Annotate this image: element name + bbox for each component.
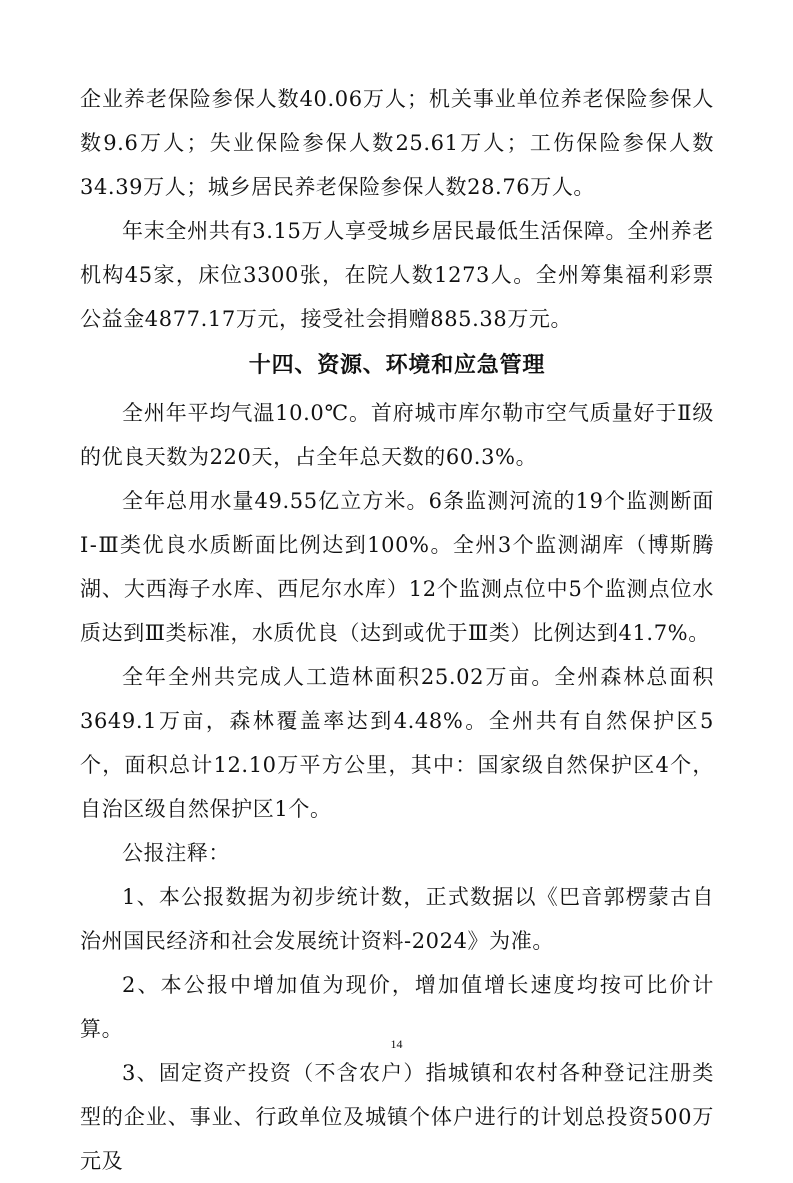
paragraph-water-resources: 全年总用水量49.55亿立方米。6条监测河流的19个监测断面Ⅰ-Ⅲ类优良水质断面比例达到100%。全州3个监测湖库（博斯腾湖、大西海子水库、西尼尔水库）12个监测点位中5个监测点位水质达到Ⅲ类标准，水质优良（达到或优于Ⅲ类）比例达到41.7%。	[80, 489, 714, 645]
page-number: 14	[390, 1037, 403, 1051]
paragraph-social-insurance: 企业养老保险参保人数40.06万人；机关事业单位养老保险参保人数9.6万人；失业保险参保人数25.61万人；工伤保险参保人数34.39万人；城乡居民养老保险参保人数28.76万人。	[80, 87, 714, 199]
paragraph-forestry-reserves: 全年全州共完成人工造林面积25.02万亩。全州森林总面积3649.1万亩，森林覆盖率达到4.48%。全州共有自然保护区5个，面积总计12.10万平方公里，其中：国家级自然保护区4个，自治区级自然保护区1个。	[80, 665, 714, 821]
note-item-2: 2、本公报中增加值为现价，增加值增长速度均按可比价计算。	[80, 973, 714, 1041]
note-item-1: 1、本公报数据为初步统计数，正式数据以《巴音郭楞蒙古自治州国民经济和社会发展统计资料-2024》为准。	[80, 885, 714, 953]
paragraph-climate-air-quality: 全州年平均气温10.0℃。首府城市库尔勒市空气质量好于Ⅱ级的优良天数为220天，占全年总天数的60.3%。	[80, 401, 714, 469]
page-content	[80, 77, 714, 1183]
notes-label: 公报注释：	[122, 841, 230, 865]
paragraph-social-welfare: 年末全州共有3.15万人享受城乡居民最低生活保障。全州养老机构45家，床位3300张，在院人数1273人。全州筹集福利彩票公益金4877.17万元，接受社会捐赠885.38万元。	[80, 219, 714, 331]
section-heading: 十四、资源、环境和应急管理	[248, 353, 546, 378]
note-item-3: 3、固定资产投资（不含农户）指城镇和农村各种登记注册类型的企业、事业、行政单位及城镇个体户进行的计划总投资500万元及	[80, 1061, 714, 1173]
